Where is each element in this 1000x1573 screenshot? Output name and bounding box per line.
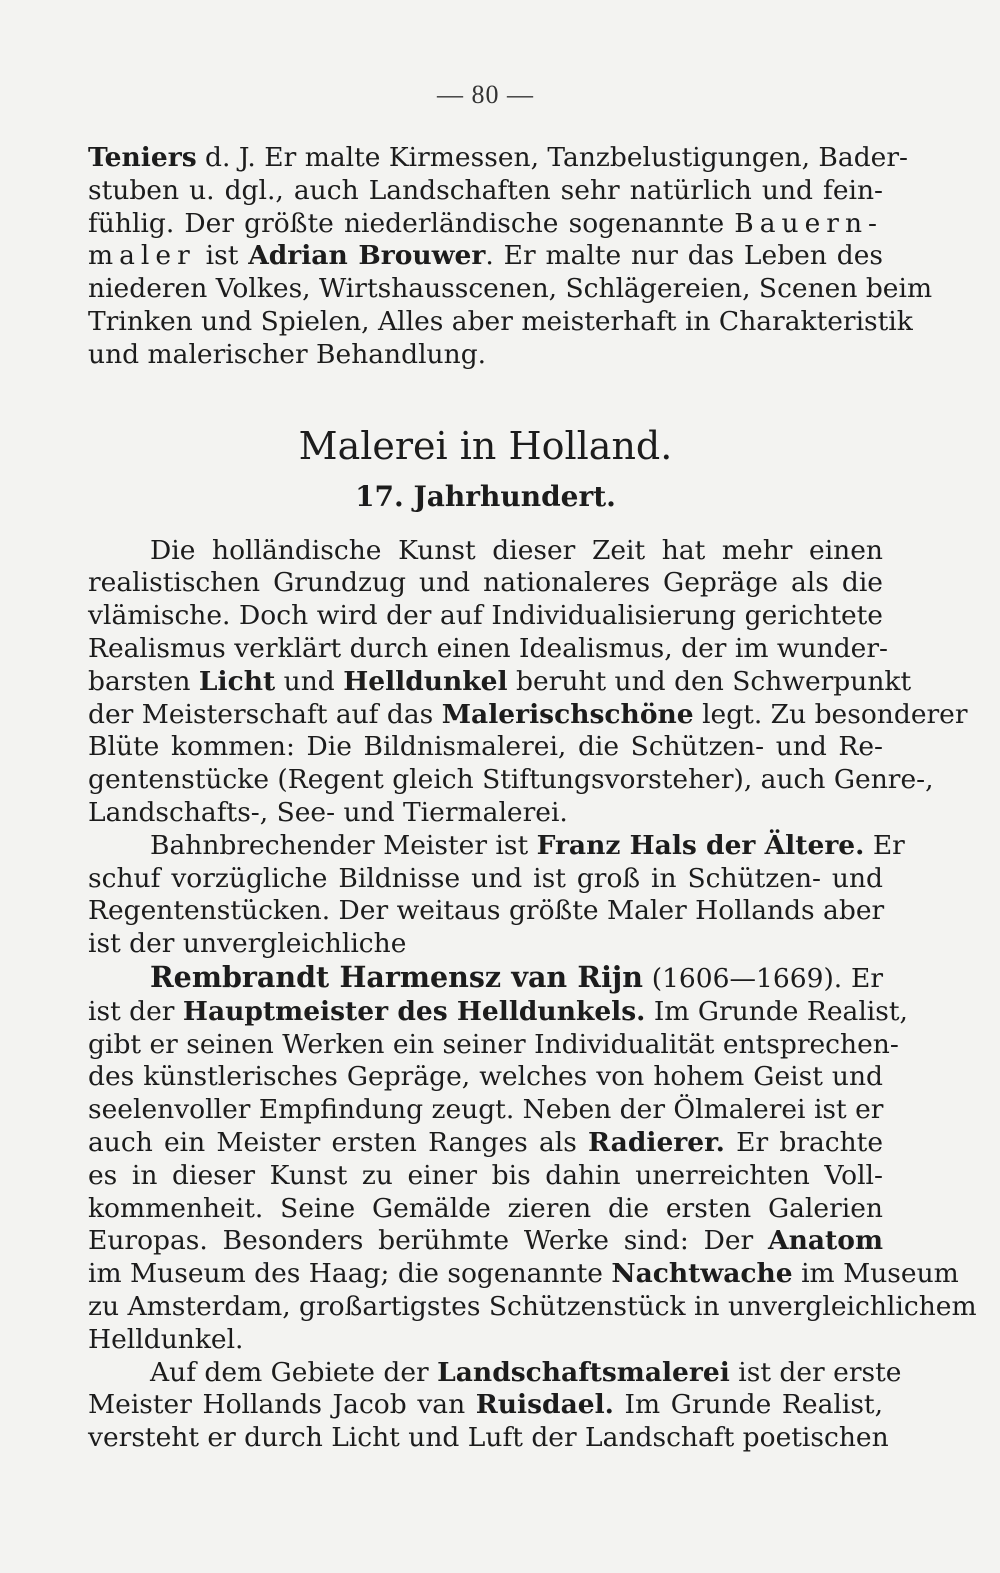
text-line — [88, 829, 905, 863]
term-radierer: Radierer. — [588, 1126, 725, 1158]
text-span: legt. Zu besonderer — [702, 698, 968, 730]
text-span: auch ein Meister ersten Ranges als — [88, 1126, 577, 1158]
page-number: — 80 — — [437, 80, 534, 109]
text-span: barsten — [88, 665, 191, 697]
text-line: stuben u. dgl., auch Landschaften sehr natürlich und fein- — [88, 174, 883, 206]
text-span: Er brachte — [736, 1126, 883, 1158]
text-line: kommenheit. Seine Gemälde zieren die ersten Galerien — [88, 1192, 883, 1224]
text-line: Regentenstücken. Der weitaus größte Maler Hollands aber — [88, 895, 885, 927]
term-bauernmaler-1: Bauern- — [734, 207, 883, 239]
text-line — [88, 240, 883, 273]
text-line: niederen Volkes, Wirtshausscenen, Schlägereien, Scenen beim — [88, 273, 933, 305]
text-line: ist der unvergleichliche — [88, 928, 407, 960]
text-line: vlämische. Doch wird der auf Individualisierung gerichtete — [88, 600, 883, 632]
name-teniers: Teniers — [88, 142, 197, 173]
text-line: Realismus verklärt durch einen Idealismus, der im wunder- — [88, 632, 888, 664]
text-line: Trinken und Spielen, Alles aber meisterhaft in Charakteristik — [88, 305, 913, 337]
text-line: Blüte kommen: Die Bildnismalerei, die Schützen- und Re- — [88, 731, 883, 763]
term-anatom: Anatom — [768, 1225, 883, 1257]
paragraph-dutch-art — [88, 534, 968, 830]
term-nachtwache: Nachtwache — [611, 1258, 793, 1290]
text-span: im Museum des Haag; die sogenannte — [88, 1258, 603, 1290]
text-line — [88, 1225, 883, 1258]
paragraph-ruisdael — [88, 1356, 902, 1455]
text-span: Europas. Besonders berühmte Werke sind: Der — [88, 1225, 754, 1257]
text-line: seelenvoller Empfindung zeugt. Neben der Ölmalerei ist er — [88, 1094, 884, 1126]
text-line: Helldunkel. — [88, 1323, 244, 1355]
text-span: Auf dem Gebiete der — [150, 1356, 429, 1388]
term-hauptmeister: Hauptmeister des Helldunkels. — [182, 995, 646, 1027]
name-ruisdael: Ruisdael. — [475, 1389, 614, 1421]
text-line: Landschafts-, See- und Tiermalerei. — [88, 796, 568, 828]
text-line: und malerischer Behandlung. — [88, 338, 487, 370]
text-span: Im Grunde Realist, — [653, 995, 908, 1027]
term-malerischschoene: Malerischschöne — [441, 698, 694, 730]
text-span: der Meisterschaft auf das — [88, 698, 434, 730]
text-line: des künstlerisches Gepräge, welches von hohem Geist und — [88, 1061, 883, 1093]
text-line: schuf vorzügliche Bildnisse und ist groß in Schützen- und — [88, 862, 883, 894]
book-page — [88, 80, 977, 1455]
text-span: im Museum — [801, 1258, 959, 1290]
text-span: ist der — [88, 995, 175, 1027]
text-span: beruht und den Schwerpunkt — [516, 665, 912, 697]
text-span: Meister Hollands Jacob van — [88, 1389, 466, 1421]
term-bauernmaler-2: maler — [88, 240, 196, 272]
text-line — [88, 1389, 883, 1422]
text-line — [88, 698, 968, 732]
term-licht: Licht — [198, 665, 276, 697]
text-line — [88, 961, 883, 996]
text-line: gibt er seinen Werken ein seiner Individualität entsprechen- — [88, 1028, 899, 1060]
text-line — [88, 995, 908, 1029]
text-line — [88, 1258, 959, 1291]
text-line: versteht er durch Licht und Luft der Landschaft poetischen — [88, 1422, 889, 1454]
paragraph-rembrandt — [88, 959, 977, 1357]
text-span: Im Grunde Realist, — [624, 1389, 883, 1421]
name-franz-hals: Franz Hals der Ältere. — [536, 829, 865, 861]
text-span: und — [283, 665, 335, 697]
text-line — [88, 1356, 902, 1390]
text-line: gentenstücke (Regent gleich Stiftungsvorsteher), auch Genre-, — [88, 764, 934, 796]
name-rembrandt: Rembrandt Harmensz van Rijn — [150, 959, 643, 994]
text-line — [88, 208, 883, 241]
century-heading: 17. Jahrhundert. — [355, 479, 616, 513]
text-line — [88, 1127, 883, 1160]
term-landschaftsmalerei: Landschaftsmalerei — [437, 1356, 730, 1388]
text-span: d. J. Er malte Kirmessen, Tanzbelustigungen, Bader- — [196, 142, 908, 173]
text-span: Er — [872, 829, 905, 861]
paragraph-teniers — [88, 142, 933, 372]
text-line: realistischen Grundzug und nationaleres Gepräge als die — [88, 567, 883, 599]
text-span: (1606—1669). Er — [651, 962, 883, 994]
text-line: zu Amsterdam, großartigstes Schützenstück in unvergleichlichem — [88, 1290, 977, 1322]
text-span: Bahnbrechender Meister ist — [150, 829, 529, 861]
text-line — [88, 142, 908, 175]
text-line: es in dieser Kunst zu einer bis dahin unerreichten Voll- — [88, 1159, 883, 1191]
text-line — [88, 665, 912, 699]
text-span: ist der erste — [738, 1356, 902, 1388]
paragraph-hals — [88, 829, 905, 961]
text-line: Die holländische Kunst dieser Zeit hat mehr einen — [150, 534, 883, 566]
section-title: Malerei in Holland. — [298, 423, 673, 468]
text-span: fühlig. Der größte niederländische sogenannte — [88, 207, 735, 239]
text-span: ist — [195, 240, 249, 272]
term-helldunkel: Helldunkel — [343, 665, 508, 697]
name-brouwer: Adrian Brouwer — [248, 240, 486, 272]
text-span: . Er malte nur das Leben des — [485, 240, 884, 272]
